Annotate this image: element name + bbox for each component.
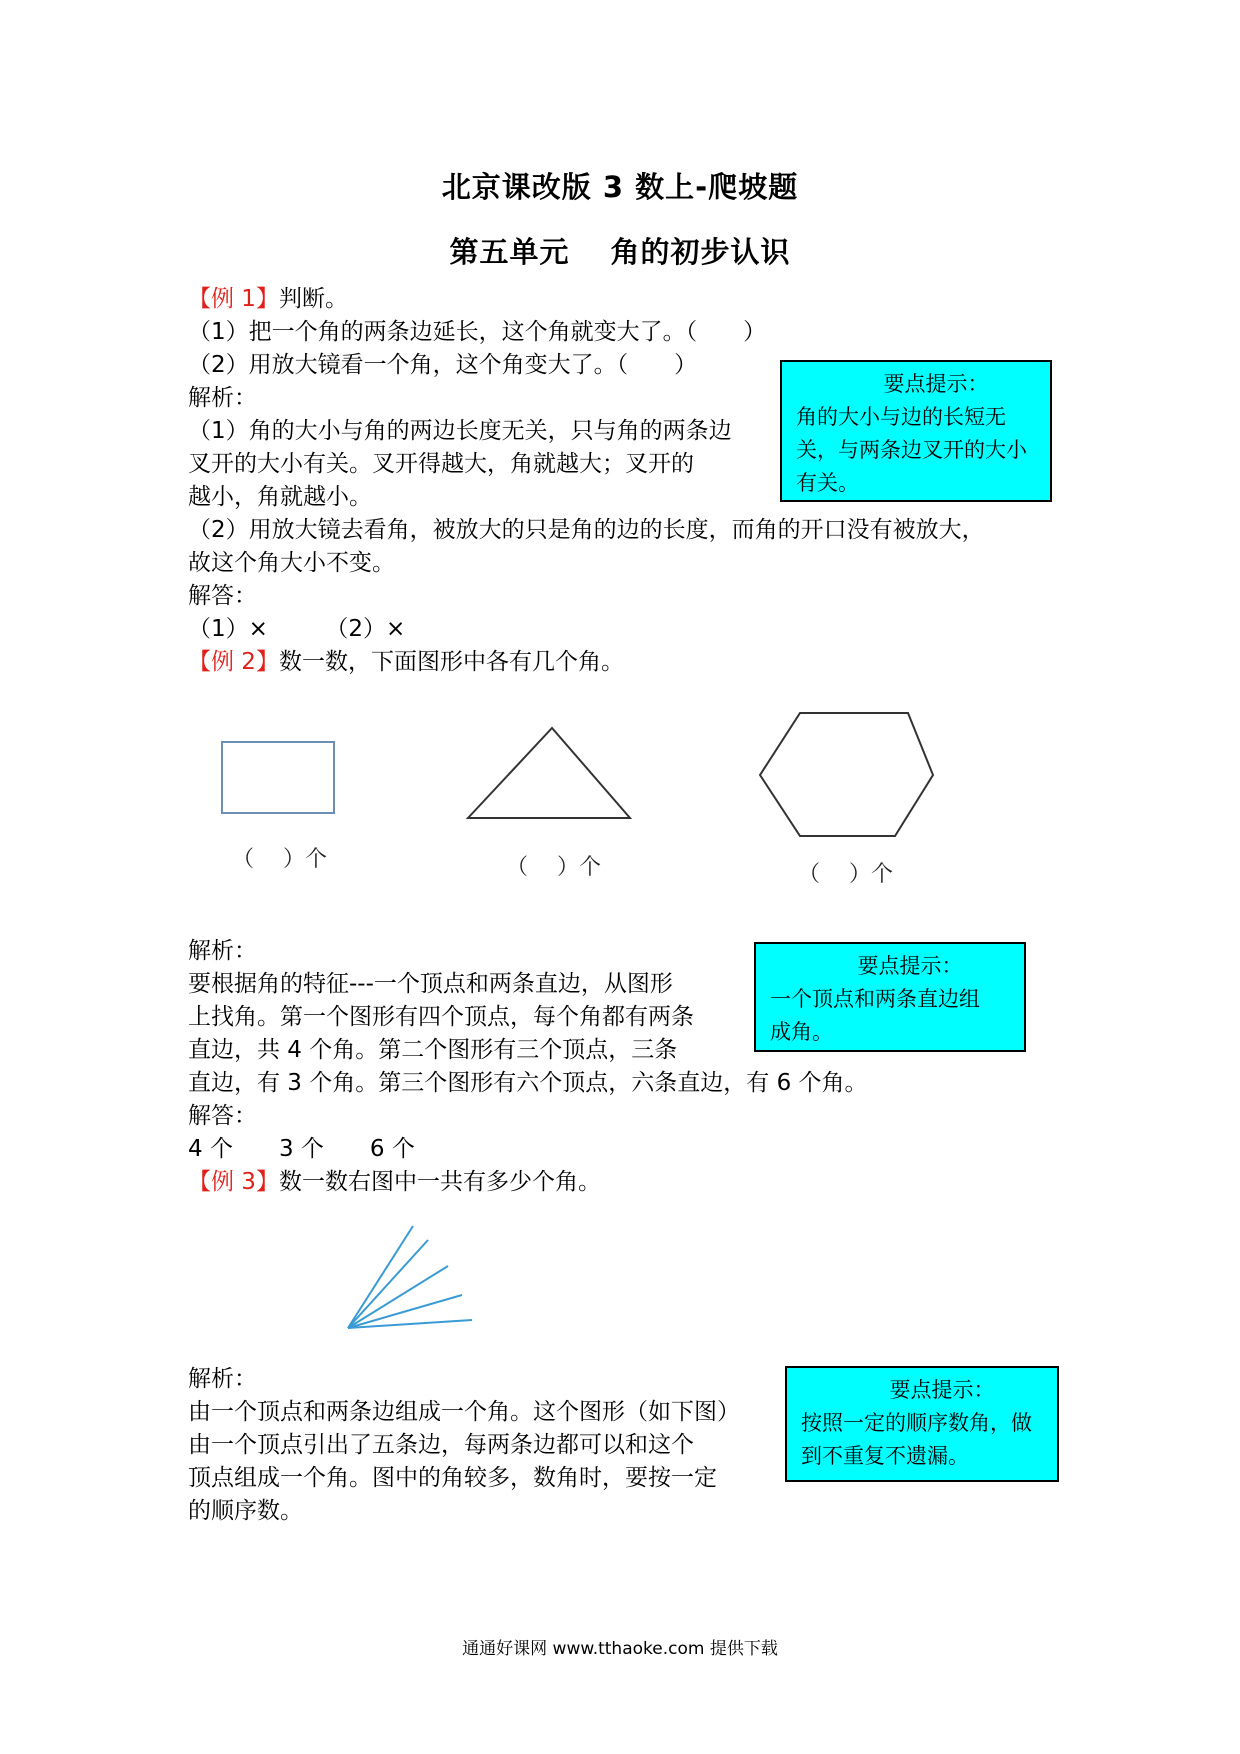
example-3-question: 数一数右图中一共有多少个角。 — [278, 1169, 601, 1195]
figure-3-caption: （ ）个 — [798, 862, 893, 887]
example-3-heading — [188, 1166, 601, 1198]
example-2-analysis-line: 要根据角的特征---一个顶点和两条直边，从图形 — [188, 971, 673, 997]
example-3-analysis-line: 顶点组成一个角。图中的角较多，数角时，要按一定 — [188, 1465, 717, 1491]
example-1-analysis-line: （1）角的大小与角的两边长度无关，只与角的两条边 — [188, 418, 732, 444]
example-1-analysis-line: 故这个角大小不变。 — [188, 550, 395, 576]
page-title: 北京课改版 3 数上-爬坡题 — [441, 170, 799, 204]
hexagon-figure — [760, 713, 933, 836]
example-3-analysis-line: 的顺序数。 — [188, 1498, 303, 1524]
example-1-answer: （1）× （2）× — [188, 616, 406, 642]
example-1-analysis-line: 越小，角就越小。 — [188, 484, 372, 510]
example-3-analysis-line: 由一个顶点和两条边组成一个角。这个图形（如下图） — [188, 1399, 740, 1425]
example-1-analysis-line: 叉开的大小有关。叉开得越大，角就越大；叉开的 — [188, 451, 694, 477]
example-2-analysis-line: 上找角。第一个图形有四个顶点，每个角都有两条 — [188, 1004, 694, 1030]
example-1-question: 判断。 — [278, 286, 348, 312]
example-1-q1: （1）把一个角的两条边延长，这个角就变大了。（ ） — [188, 319, 767, 345]
tip-heading: 要点提示： — [889, 1378, 995, 1402]
footer-source: 通通好课网 www.tthaoke.com 提供下载 — [462, 1639, 778, 1659]
tip-line: 到不重复不遗漏。 — [801, 1444, 969, 1468]
tip-box-2 — [754, 942, 1026, 1052]
figure-1-caption: （ ）个 — [232, 847, 327, 872]
tip-line: 按照一定的顺序数角，做 — [801, 1411, 1032, 1435]
ray-fan-figure — [348, 1226, 472, 1328]
example-2-tag: 【例 2】 — [188, 649, 279, 675]
ray-3 — [348, 1266, 448, 1328]
example-2-question: 数一数，下面图形中各有几个角。 — [278, 649, 624, 675]
example-1-q2: （2）用放大镜看一个角，这个角变大了。（ ） — [188, 352, 698, 378]
rectangle-figure — [222, 742, 334, 813]
example-1-analysis-line: （2）用放大镜去看角，被放大的只是角的边的长度，而角的开口没有被放大， — [188, 517, 985, 543]
tip-heading: 要点提示： — [883, 372, 989, 396]
tip-line: 有关。 — [796, 471, 859, 495]
example-2-analysis-line: 直边，共 4 个角。第二个图形有三个顶点，三条 — [188, 1037, 678, 1063]
example-1-tag: 【例 1】 — [188, 286, 279, 312]
triangle-figure — [468, 728, 630, 818]
tip-line: 一个顶点和两条直边组 — [770, 987, 980, 1011]
example-2-answer-label: 解答： — [188, 1103, 257, 1129]
tip-heading: 要点提示： — [857, 954, 963, 978]
tip-line: 角的大小与边的长短无 — [796, 405, 1006, 429]
example-1-analysis-label: 解析： — [188, 385, 257, 411]
example-3-analysis-label: 解析： — [188, 1366, 257, 1392]
unit-title: 第五单元 角的初步认识 — [449, 235, 791, 269]
example-3-tag: 【例 3】 — [188, 1169, 279, 1195]
figure-2-caption: （ ）个 — [506, 855, 601, 880]
tip-line: 关，与两条边叉开的大小 — [796, 438, 1027, 462]
example-1-answer-label: 解答： — [188, 583, 257, 609]
tip-line: 成角。 — [770, 1020, 833, 1044]
ray-5 — [348, 1320, 472, 1328]
example-3-analysis-line: 由一个顶点引出了五条边，每两条边都可以和这个 — [188, 1432, 694, 1458]
example-2-analysis-label: 解析： — [188, 938, 257, 964]
ray-2 — [348, 1240, 428, 1328]
example-2-answer: 4 个 3 个 6 个 — [188, 1136, 415, 1162]
example-2-analysis-line: 直边，有 3 个角。第三个图形有六个顶点，六条直边，有 6 个角。 — [188, 1070, 868, 1096]
tip-box-3 — [785, 1366, 1059, 1482]
